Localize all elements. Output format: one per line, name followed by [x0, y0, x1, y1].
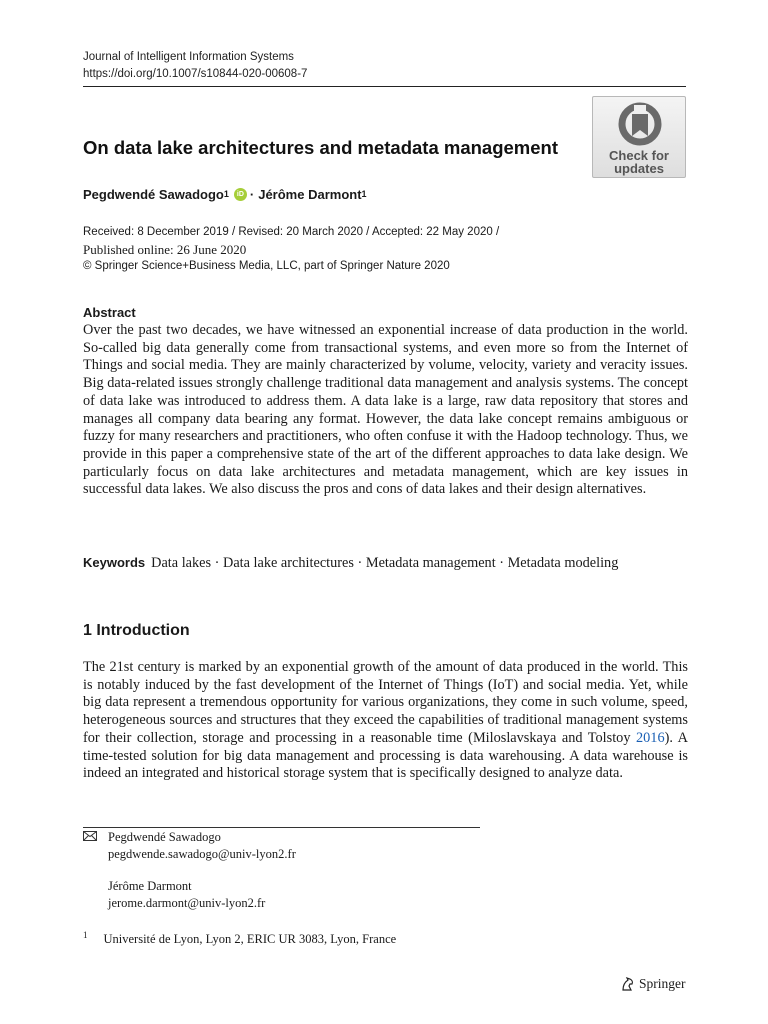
doi-link[interactable]: https://doi.org/10.1007/s10844-020-00608-7 — [83, 68, 308, 80]
keywords — [83, 554, 688, 573]
keywords-label: Keywords — [83, 555, 146, 570]
springer-horse-icon — [620, 976, 636, 992]
journal-header — [83, 49, 307, 83]
introduction-text — [83, 659, 688, 783]
affiliation — [83, 930, 396, 947]
check-for-updates-badge[interactable] — [592, 96, 686, 178]
author-contacts — [83, 829, 296, 911]
badge-line1: Check for — [609, 148, 669, 163]
keywords-text: Data lakes · Data lake architectures · Metadata management · Metadata modeling — [151, 555, 619, 571]
contact-name: Pegdwendé Sawadogo — [108, 830, 221, 844]
contact-email[interactable]: pegdwende.sawadogo@univ-lyon2.fr — [108, 846, 296, 861]
affiliation-marker: 1 — [361, 188, 367, 199]
abstract-text: Over the past two decades, we have witnessed an exponential increase of data production in the world. So-called big data generally come from transactional systems, and even more so from the Internet of Things and social media. They are mainly characterized by volume, velocity, variety and veracity issues. Big data-related issues strongly challenge traditional data management and analysis systems. The concept of data lake was introduced to address them. A data lake is a large, raw data repository that stores and manages all company data bearing any format. However, the data lake concept remains ambiguous or fuzzy for many researchers and practitioners, who often confuse it with the Hadoop technology. Thus, we provide in this paper a comprehensive state of the art of the different approaches to data lake design. We particularly focus on data lake architectures and metadata management, which are key issues in successful data lakes. We also discuss the pros and cons of data lakes and their design alternatives. — [83, 322, 688, 498]
published-date: Published online: 26 June 2020 — [83, 242, 247, 257]
copyright-line: © Springer Science+Business Media, LLC, part of Springer Nature 2020 — [83, 260, 450, 272]
badge-line2: updates — [614, 161, 664, 176]
author-list — [83, 187, 367, 202]
affiliation-marker: 1 — [83, 930, 88, 940]
contact-email[interactable]: jerome.darmont@univ-lyon2.fr — [108, 895, 266, 910]
orcid-icon[interactable]: iD — [234, 188, 247, 201]
header-rule — [83, 86, 686, 87]
citation-link[interactable]: 2016 — [636, 729, 665, 746]
section-heading: 1 Introduction — [83, 622, 190, 639]
intro-text-part: The 21st century is marked by an exponential growth of the amount of data produced in the world. This is notably induced by the fast development of the Internet of Things (IoT) and social media. Yet, while big data represent a tremendous opportunity for various organizations, they come in such volume, speed, heterogeneous sources and structures that they exceed the capabilities of traditional management systems for their collection, storage and processing in a reasonable time (Miloslavskaya and Tolstoy — [83, 659, 688, 746]
author-separator: · — [249, 187, 255, 202]
author-name[interactable]: Pegdwendé Sawadogo — [83, 187, 224, 202]
publisher-logo — [620, 976, 686, 992]
affiliation-text: Université de Lyon, Lyon 2, ERIC UR 3083, Lyon, France — [103, 932, 397, 947]
journal-name: Journal of Intelligent Information Systems — [83, 51, 294, 63]
publisher-name: Springer — [639, 976, 686, 991]
affiliation-marker: 1 — [223, 188, 229, 199]
abstract-heading: Abstract — [83, 305, 136, 320]
footnote-rule — [83, 827, 480, 828]
intro-text-part: ). A time-tested solution for big data management and processing is data warehousing. A data warehouse is indeed an integrated and historical storage system that is specifically designed to analyze data. — [83, 729, 688, 782]
publication-dates — [83, 224, 499, 275]
paper-title: On data lake architectures and metadata management — [83, 137, 559, 158]
refresh-icon — [618, 102, 662, 146]
author-name[interactable]: Jérôme Darmont — [258, 187, 362, 202]
contact-name: Jérôme Darmont — [108, 879, 192, 893]
envelope-icon — [83, 831, 97, 841]
history-dates: Received: 8 December 2019 / Revised: 20 March 2020 / Accepted: 22 May 2020 / — [83, 226, 500, 238]
